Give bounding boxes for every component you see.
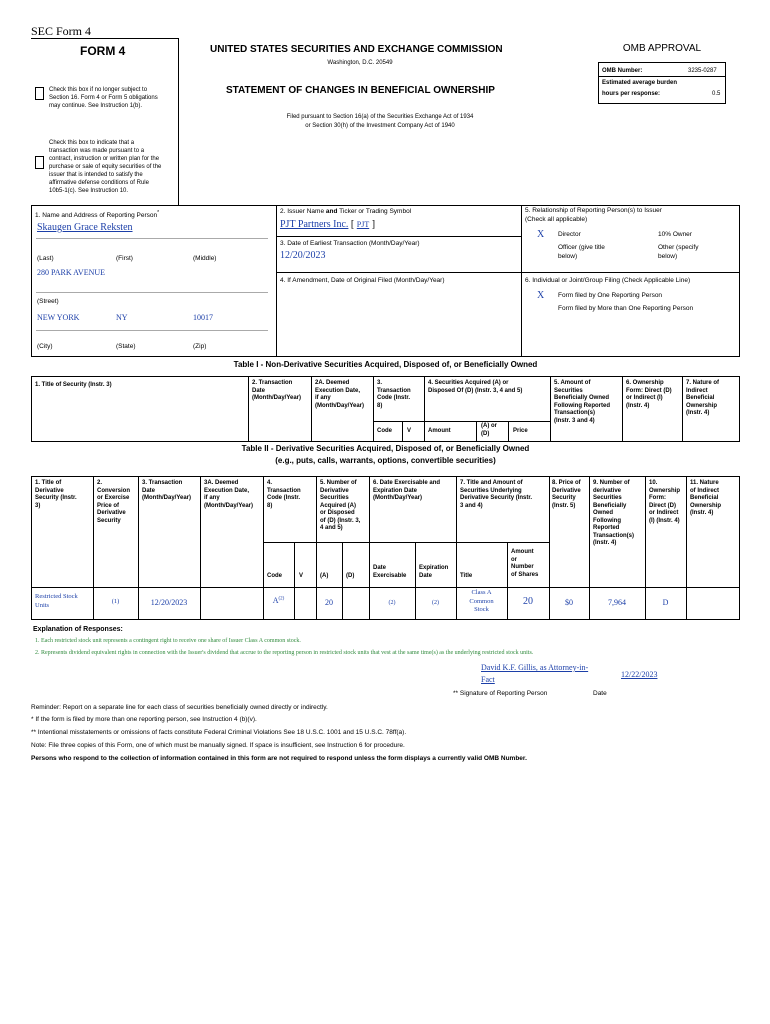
filed-pursuant-1: Filed pursuant to Section 16(a) of the Securities Exchange Act of 1934 — [286, 114, 474, 120]
t2-code-header: Code — [267, 573, 282, 579]
omb-number-value: 3235-0287 — [688, 68, 717, 74]
t2-row-underlying-title: Class A Common Stock — [469, 589, 494, 613]
t2-row-date-ex: (2) — [388, 600, 396, 606]
t2-col11-header: 11. Nature of Indirect Beneficial Ownership (Instr. 4) — [690, 480, 722, 516]
t1-col6-header: 6. Ownership Form: Direct (D) or Indirect (I) (Instr. 4) — [626, 380, 672, 409]
rule-10b5-checkbox[interactable] — [35, 156, 44, 169]
omb-burden-value: 0.5 — [712, 91, 721, 97]
zip-label: (Zip) — [193, 343, 207, 350]
issuer-ticker-link[interactable]: PJT — [356, 220, 370, 229]
t2-date-ex-header: Date Exercisable — [373, 565, 407, 579]
reporting-person-name[interactable]: Skaugen Grace Reksten — [37, 222, 133, 233]
earliest-date-value: 12/20/2023 — [280, 250, 326, 261]
signature-label: ** Signature of Reporting Person — [453, 690, 548, 697]
t2-row-owned: 7,964 — [608, 598, 626, 607]
t2-a-header: (A) — [320, 573, 329, 579]
filed-pursuant-2: or Section 30(h) of the Investment Company Act of 1940 — [305, 123, 455, 129]
more-persons-label: Form filed by More than One Reporting Person — [558, 305, 694, 312]
t2-exp-header: Expiration Date — [419, 565, 449, 579]
t2-col5-header: 5. Number of Derivative Securities Acquired (A) or Disposed of (D) (Instr. 3, 4 and 5) — [320, 480, 361, 531]
t1-col5-header: 5. Amount of Securities Beneficially Owned Following Reported Transaction(s) (Instr. 3 and 4) — [554, 380, 610, 424]
rule-10b5-text: Check this box to indicate that a transaction was made pursuant to a contract, instruction or written plan for the purchase or sale of equity securities of the issuer that is intended to satisfy the affirmative defense conditions of Rule 10b5-1(c). See Instruction 10. — [49, 140, 162, 194]
explanation-note-2: 2. Represents dividend equivalent rights in connection with the Issuer's dividend that accrue to the reporting person in restricted stock units that vest at the same time(s) as the underlying restricted stock units. — [35, 650, 534, 656]
t2-col9-header: 9. Number of derivative Securities Beneficially Owned Following Reported Transaction(s) (Instr. 4) — [593, 480, 635, 546]
t2-col6-header: 6. Date Exercisable and Expiration Date (Month/Day/Year) — [373, 480, 441, 501]
t2-col2-header: 2. Conversion or Exercise Price of Derivative Security — [97, 480, 131, 524]
t1-amount-header: Amount — [428, 428, 451, 434]
statement-title: STATEMENT OF CHANGES IN BENEFICIAL OWNERSHIP — [226, 85, 495, 96]
table1-title: Table I - Non-Derivative Securities Acquired, Disposed of, or Beneficially Owned — [233, 360, 538, 369]
form-title: FORM 4 — [80, 44, 126, 58]
one-person-label: Form filed by One Reporting Person — [558, 292, 663, 299]
t2-row-date: 12/20/2023 — [150, 598, 188, 607]
state-value: NY — [116, 313, 128, 322]
footer-note: Note: File three copies of this Form, one of which must be manually signed. If space is insufficient, see Instruction 6 for procedure. — [31, 742, 405, 749]
footer-reminder: Reminder: Report on a separate line for each class of securities beneficially owned directly or indirectly. — [31, 704, 328, 711]
issuer-name-line: PJT Partners Inc. [ PJT ] — [280, 219, 376, 230]
state-label: (State) — [116, 343, 136, 350]
street-label: (Street) — [37, 298, 59, 305]
omb-number-label: OMB Number: — [602, 68, 643, 74]
t1-aord-header: (A) or (D) — [481, 423, 497, 437]
city-label: (City) — [37, 343, 53, 350]
omb-burden-label-2: hours per response: — [602, 91, 661, 97]
last-label: (Last) — [37, 255, 54, 262]
t1-col1-header: 1. Title of Security (Instr. 3) — [35, 382, 112, 388]
t1-price-header: Price — [513, 428, 528, 434]
footer-instruction-4: * If the form is filed by more than one reporting person, see Instruction 4 (b)(v). — [31, 716, 257, 723]
ten-percent-owner-label: 10% Owner — [658, 231, 692, 238]
zip-value: 10017 — [193, 313, 213, 322]
relationship-label: 5. Relationship of Reporting Person(s) to Issuer (Check all applicable) — [525, 207, 662, 223]
signature-date: 12/22/2023 — [621, 670, 658, 679]
t2-row-price: $0 — [565, 598, 573, 607]
t2-col3-header: 3. Transaction Date (Month/Day/Year) — [142, 480, 192, 501]
t1-code-header: Code — [377, 428, 392, 434]
t2-row-exp: (2) — [432, 600, 439, 606]
omb-burden-label-1: Estimated average burden — [602, 80, 678, 86]
t1-col3-header: 3. Transaction Code (Instr. 8) — [377, 380, 411, 409]
footer-misstatements: ** Intentional misstatements or omissions of facts constitute Federal Criminal Violations See 18 U.S.C. 1001 and 15 U.S.C. 78ff(a). — [31, 729, 407, 736]
commission-location: Washington, D.C. 20549 — [327, 60, 393, 66]
t2-amount-header: Amount or Number of Shares — [511, 549, 539, 578]
t2-col10-header: 10. Ownership Form: Direct (D) or Indirect (I) (Instr. 4) — [649, 480, 681, 524]
t2-col8-header: 8. Price of Derivative Security (Instr. 5) — [552, 480, 581, 509]
t2-row-title: Restricted Stock Units — [35, 593, 78, 609]
director-label: Director — [558, 231, 581, 238]
t2-row-a: 20 — [325, 598, 333, 607]
t2-v-header: V — [299, 573, 304, 579]
one-person-mark[interactable]: X — [537, 290, 545, 301]
omb-title: OMB APPROVAL — [622, 43, 702, 54]
t2-row-ownership: D — [662, 598, 669, 607]
signature-date-label: Date — [593, 690, 607, 697]
table2-title-1: Table II - Derivative Securities Acquired, Disposed of, or Beneficially Owned — [241, 444, 530, 453]
t2-col3a-header: 3A. Deemed Execution Date, if any (Month/Day/Year) — [204, 480, 254, 509]
footer-omb-notice: Persons who respond to the collection of information contained in this form are not required to respond unless the form displays a currently valid OMB Number. — [31, 755, 527, 762]
issuer-name-link[interactable]: PJT Partners Inc. — [280, 219, 349, 230]
first-label: (First) — [116, 255, 133, 262]
t2-row-conversion: (1) — [111, 598, 120, 605]
director-mark[interactable]: X — [537, 229, 545, 240]
issuer-label: 2. Issuer Name and Ticker or Trading Symbol — [280, 208, 412, 215]
no-longer-subject-checkbox[interactable] — [35, 87, 44, 100]
t2-d-header: (D) — [346, 573, 355, 579]
explanation-title: Explanation of Responses: — [33, 626, 123, 633]
t2-col1-header: 1. Title of Derivative Security (Instr. 3) — [35, 480, 77, 509]
street-value: 280 PARK AVENUE — [37, 268, 106, 277]
filing-label: 6. Individual or Joint/Group Filing (Check Applicable Line) — [525, 277, 691, 284]
reporting-person-label: 1. Name and Address of Reporting Person* — [35, 210, 160, 220]
other-label: Other (specify below) — [658, 244, 699, 260]
commission-title: UNITED STATES SECURITIES AND EXCHANGE COMMISSION — [210, 44, 503, 55]
city-value: NEW YORK — [37, 313, 80, 322]
amendment-label: 4. If Amendment, Date of Original Filed (Month/Day/Year) — [280, 277, 445, 284]
t2-col4-header: 4. Transaction Code (Instr. 8) — [267, 480, 301, 509]
earliest-date-label: 3. Date of Earliest Transaction (Month/Day/Year) — [280, 240, 420, 247]
t2-title-header: Title — [460, 573, 473, 579]
no-longer-subject-text: Check this box if no longer subject to Section 16. Form 4 or Form 5 obligations may continue. See Instruction 1(b). — [49, 87, 158, 109]
t1-v-header: V — [407, 428, 412, 434]
t2-row-code: $A^{(2)}$ — [272, 596, 285, 605]
t1-col2-header: 2. Transaction Date (Month/Day/Year) — [252, 380, 302, 401]
signature-name: David K.F. Gillis, as Attorney-in- Fact — [481, 663, 589, 684]
t2-row-underlying-amount: 20 — [523, 596, 533, 607]
explanation-note-1: 1. Each restricted stock unit represents a contingent right to receive one share of Issuer Class A common stock. — [35, 638, 301, 644]
officer-label: Officer (give title below) — [558, 244, 605, 260]
t1-col2a-header: 2A. Deemed Execution Date, if any (Month/Day/Year) — [315, 380, 365, 409]
middle-label: (Middle) — [193, 255, 217, 262]
table2-title-2: (e.g., puts, calls, warrants, options, convertible securities) — [275, 456, 496, 465]
t2-col7-header: 7. Title and Amount of Securities Underlying Derivative Security (Instr. 3 and 4) — [460, 480, 533, 509]
sec-form-label: SEC Form 4 — [31, 24, 92, 38]
t1-col4-header: 4. Securities Acquired (A) or Disposed Of (D) (Instr. 3, 4 and 5) — [428, 380, 523, 394]
t1-col7-header: 7. Nature of Indirect Beneficial Ownership (Instr. 4) — [686, 380, 720, 416]
